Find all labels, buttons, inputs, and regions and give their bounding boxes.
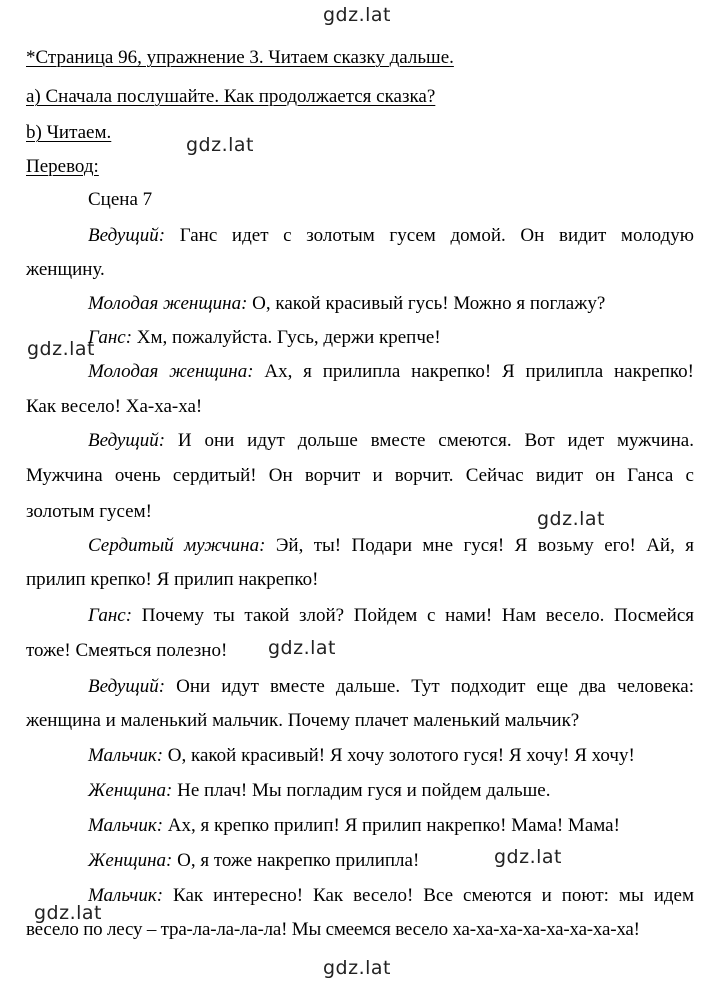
dialogue-text: Почему ты такой злой? Пойдем с нами! Нам весело. Посмейся (132, 605, 694, 626)
dialogue-line (88, 780, 550, 802)
dialogue-line (88, 745, 635, 767)
dialogue-continuation: Как весело! Ха-ха-ха! (26, 396, 203, 417)
dialogue-continuation: прилип крепко! Я прилип накрепко! (26, 569, 319, 590)
dialogue-line (88, 850, 419, 872)
speaker: Ведущий: (88, 225, 166, 246)
continuation-text: Мужчина очень сердитый! Он ворчит и ворчит. Сейчас видит он Ганса с (26, 465, 694, 486)
dialogue-continuation: женщину. (26, 259, 105, 280)
speaker: Ведущий: (88, 676, 166, 697)
speaker: Мальчик: (88, 885, 164, 906)
speaker: Мальчик: (88, 745, 164, 766)
watermark: gdz.lat (186, 134, 255, 156)
dialogue-line (88, 293, 605, 315)
watermark: gdz.lat (537, 508, 606, 530)
watermark: gdz.lat (34, 902, 103, 924)
dialogue-line (88, 327, 441, 349)
speaker: Мальчик: (88, 815, 164, 836)
dialogue-line (88, 225, 694, 247)
watermark: gdz.lat (494, 846, 563, 868)
dialogue-continuation: золотым гусем! (26, 501, 152, 522)
watermark-top: gdz.lat (323, 4, 392, 26)
dialogue-line (88, 885, 694, 907)
dialogue-text: Ах, я прилипла накрепко! Я прилипла накрепко! (253, 361, 694, 382)
watermark-bottom: gdz.lat (323, 957, 392, 979)
dialogue-line (88, 361, 694, 383)
dialogue-continuation: женщина и маленький мальчик. Почему плачет маленький мальчик? (26, 710, 580, 731)
task-a: a) Сначала послушайте. Как продолжается сказка? (26, 86, 436, 107)
task-b: b) Читаем. (26, 122, 112, 143)
speaker: Женщина: (88, 780, 173, 801)
dialogue-continuation: тоже! Смеяться полезно! (26, 640, 228, 661)
dialogue-text: О, какой красивый гусь! Можно я поглажу? (247, 293, 606, 314)
dialogue-line (88, 430, 694, 452)
speaker: Ганс: (88, 605, 133, 626)
dialogue-text: Ах, я крепко прилип! Я прилип накрепко! Мама! Мама! (163, 815, 620, 836)
dialogue-text: Эй, ты! Подари мне гуся! Я возьму его! Ай, я (265, 535, 694, 556)
dialogue-text: И они идут дольше вместе смеются. Вот идет мужчина. (165, 430, 694, 451)
speaker: Молодая женщина: (88, 293, 248, 314)
dialogue-text: Не плач! Мы погладим гуся и пойдем дальше. (172, 780, 551, 801)
dialogue-continuation (26, 465, 694, 487)
dialogue-text: Хм, пожалуйста. Гусь, держи крепче! (132, 327, 441, 348)
speaker: Сердитый мужчина: (88, 535, 266, 556)
translation-label: Перевод: (26, 156, 99, 177)
speaker: Ведущий: (88, 430, 166, 451)
dialogue-text: О, я тоже накрепко прилипла! (172, 850, 420, 871)
scene-title: Сцена 7 (88, 189, 153, 210)
dialogue-line (88, 676, 694, 698)
dialogue-text: Как интересно! Как весело! Все смеются и поют: мы идем (163, 885, 694, 906)
dialogue-line (88, 535, 694, 557)
dialogue-text: О, какой красивый! Я хочу золотого гуся! Я хочу! Я хочу! (163, 745, 635, 766)
speaker: Ганс: (88, 327, 133, 348)
speaker: Женщина: (88, 850, 173, 871)
dialogue-continuation: весело по лесу – тра-ла-ла-ла-ла! Мы смеемся весело ха-ха-ха-ха-ха-ха-ха-ха! (26, 919, 640, 940)
dialogue-text: Они идут вместе дальше. Тут подходит еще два человека: (165, 676, 694, 697)
speaker: Молодая женщина: (88, 361, 254, 382)
dialogue-line (88, 815, 620, 837)
exercise-header: *Страница 96, упражнение 3. Читаем сказку дальше. (26, 47, 454, 68)
dialogue-line (88, 605, 694, 627)
watermark: gdz.lat (268, 637, 337, 659)
watermark: gdz.lat (27, 338, 96, 360)
dialogue-text: Ганс идет с золотым гусем домой. Он видит молодую (165, 225, 694, 246)
